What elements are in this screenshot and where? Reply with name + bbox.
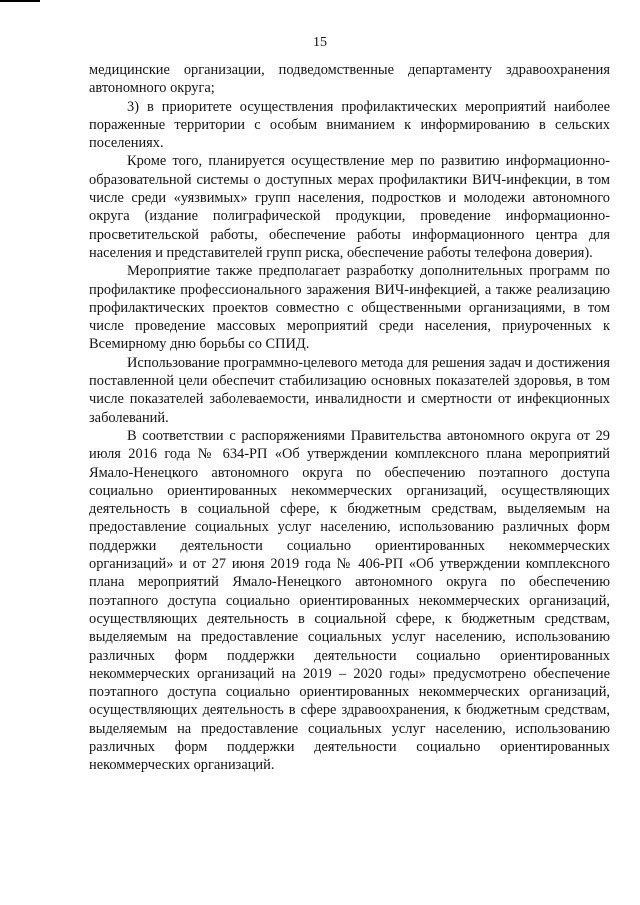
- paragraph: медицинские организации, подведомственные департаменту здравоохранения автономного округа;: [89, 62, 610, 97]
- page-number: 15: [313, 35, 327, 50]
- paragraph: Кроме того, планируется осуществление мер по развитию информационно-образовательной системы о доступных мерах профилактики ВИЧ-инфекции, в том числе среди «уязвимых» групп населения, подростков и молодежи автономного округа (издание полиграфической продукции, проведение информационно-просветительской работы, обеспечение работы информационного центра для населения и представителей групп риска, обеспечение работы телефона доверия).: [89, 153, 610, 261]
- paragraph: Мероприятие также предполагает разработку дополнительных программ по профилактике профессионального заражения ВИЧ-инфекцией, а также реализацию профилактических проектов совместно с общественными организациями, в том числе проведение массовых мероприятий среди населения, приуроченных к Всемирному дню борьбы со СПИД.: [89, 263, 610, 353]
- scan-edge-mark: [0, 0, 40, 2]
- paragraph: В соответствии с распоряжениями Правительства автономного округа от 29 июля 2016 года № 634-РП «Об утверждении комплексного плана мероприятий Ямало-Ненецкого автономного округа по обеспечению поэтапного доступа социально ориентированных некоммерческих организаций, осуществляющих деятельность в социальной сфере, к бюджетным средствам, выделяемым на предоставление социальных услуг населению, использованию различных форм поддержки деятельности социально ориентированных некоммерческих организаций» и от 27 июня 2019 года № 406-РП «Об утверждении комплексного плана мероприятий Ямало-Ненецкого автономного округа по обеспечению поэтапного доступа социально ориентированных некоммерческих организаций, осуществляющих деятельность в социальной сфере, к бюджетным средствам, выделяемым на предоставление социальных услуг населению, использованию различных форм поддержки деятельности социально ориентированных некоммерческих организаций на 2019 – 2020 годы» предусмотрено обеспечение поэтапного доступа социально ориентированных некоммерческих организаций, осуществляющих деятельность в сфере здравоохранения, к бюджетным средствам, выделяемым на предоставление социальных услуг населению, использованию различных форм поддержки деятельности социально ориентированных некоммерческих организаций.: [89, 427, 610, 774]
- body-text: [89, 61, 610, 775]
- paragraph: Использование программно-целевого метода для решения задач и достижения поставленной цели обеспечит стабилизацию основных показателей здоровья, в том числе показателей заболеваемости, инвалидности и смертности от инфекционных заболеваний.: [89, 354, 610, 426]
- paragraph: 3) в приоритете осуществления профилактических мероприятий наиболее пораженные территории с особым вниманием к информированию в сельских поселениях.: [89, 98, 610, 152]
